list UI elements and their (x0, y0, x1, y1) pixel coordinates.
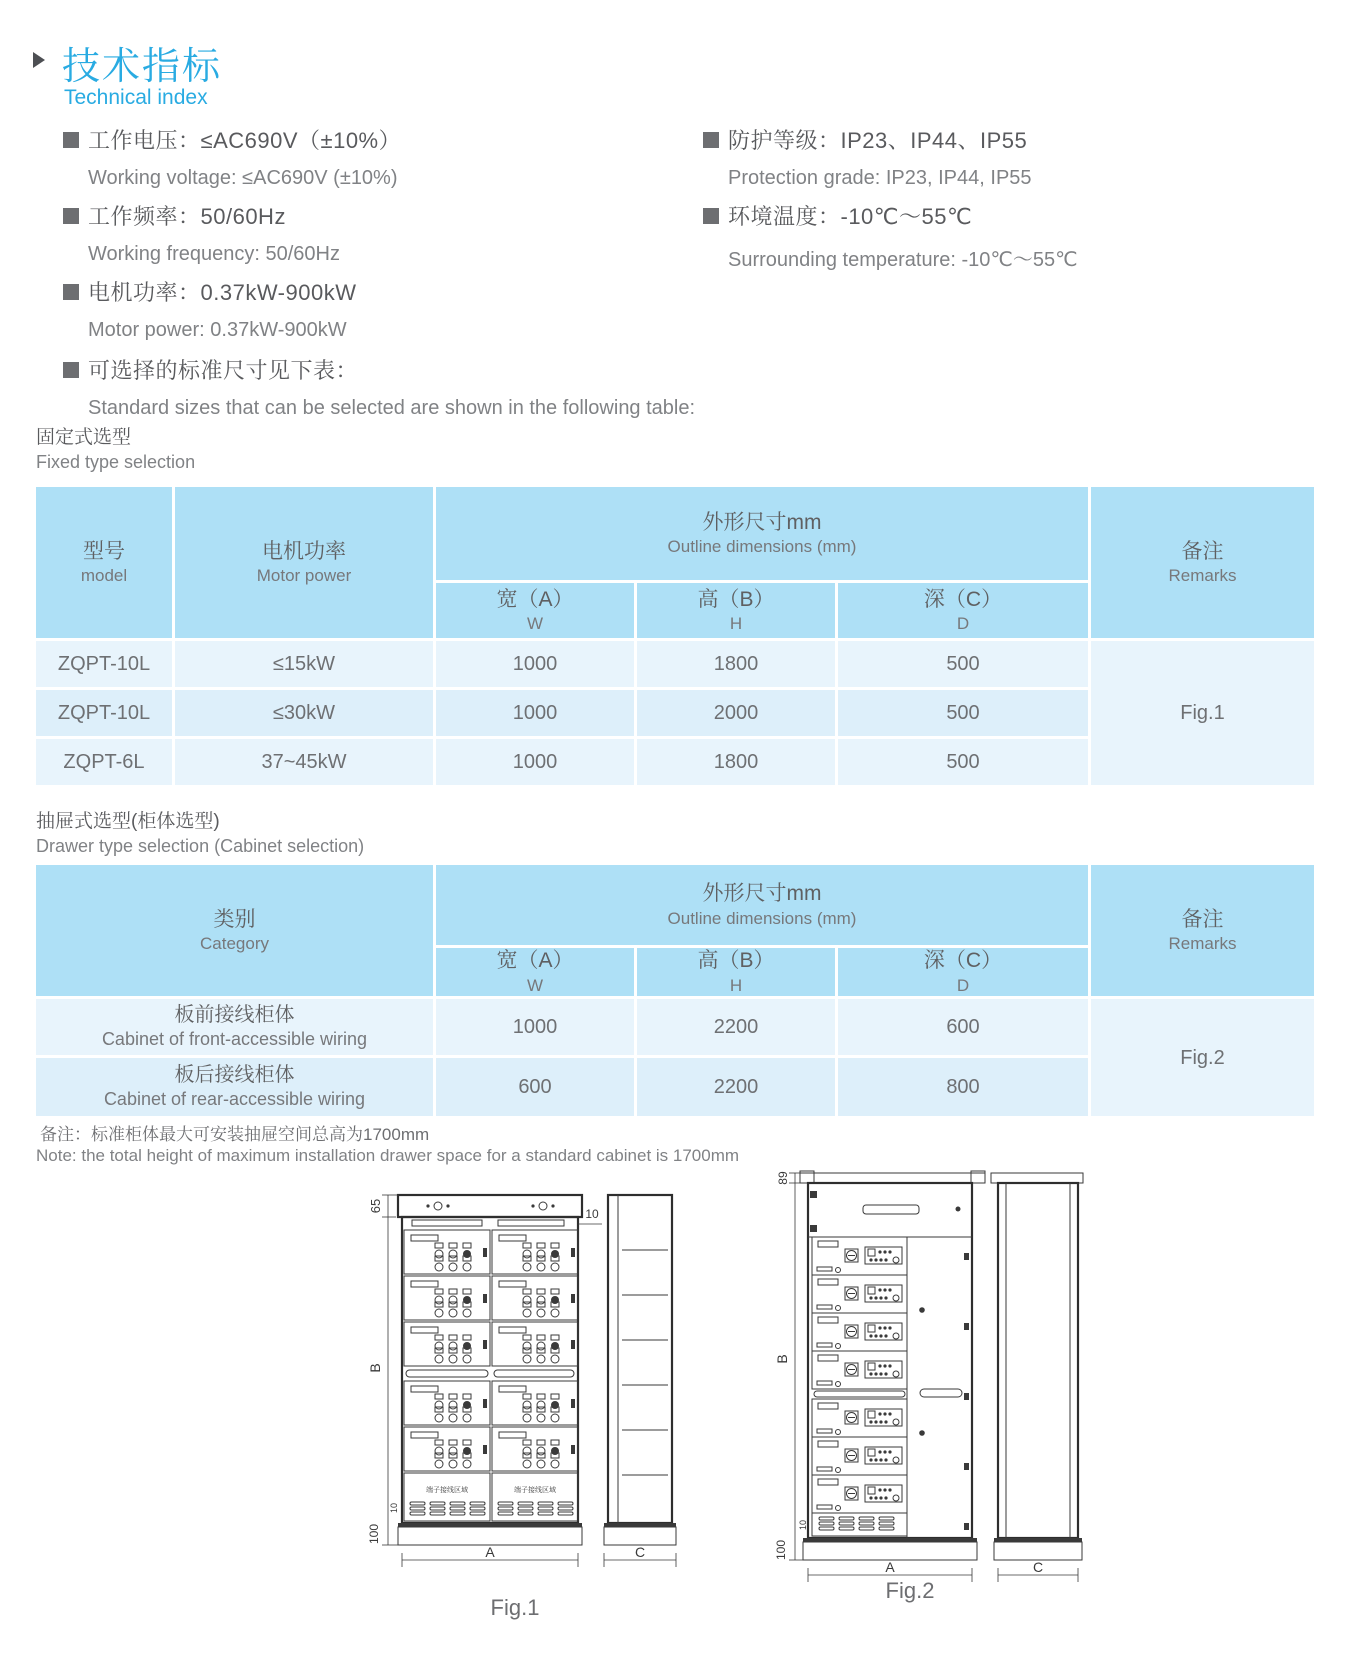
page-subtitle: Technical index (64, 86, 208, 109)
t1-header-power: 电机功率 Motor power (175, 487, 433, 638)
fig2-dim-vent: 10 (798, 1519, 808, 1531)
t2-remark-cell: Fig.2 (1091, 999, 1314, 1116)
drawer-type-table (36, 865, 1314, 1116)
t1-header-remarks: 备注 Remarks (1091, 487, 1314, 638)
table-cell: 1000 (436, 999, 634, 1055)
t2-header-depth: 深（C） D (838, 948, 1088, 996)
table-cell: 2200 (637, 999, 835, 1055)
table-cell: 1000 (436, 739, 634, 785)
table-cell: 2000 (637, 690, 835, 736)
table-cell: 500 (838, 739, 1088, 785)
bullet-square-icon (703, 208, 719, 224)
fig1-dim-top: 65 (368, 1198, 383, 1214)
spec-item-surrounding-temperature: 环境温度：-10℃～55℃ Surrounding temperature: -10℃～55℃ (703, 200, 1323, 272)
t2-header-remarks: 备注 Remarks (1091, 865, 1314, 996)
fixed-type-table (36, 487, 1314, 785)
fig1-drawing (340, 1140, 690, 1590)
page-title: 技术指标 (62, 46, 223, 88)
bullet-square-icon (63, 132, 79, 148)
fig2-dim-base: 100 (774, 1539, 788, 1561)
table-cell: 板后接线柜体 Cabinet of rear-accessible wiring (36, 1058, 433, 1116)
note-en: Note: the total height of maximum installation drawer space for a standard cabinet is 1700mm (36, 1146, 740, 1165)
drawer-table-section-title-cn: 抽屉式选型(柜体选型) (36, 811, 220, 832)
spec-item-motor-power: 电机功率：0.37kW-900kW Motor power: 0.37kW-900kW (63, 276, 663, 342)
fig1-terminal-area-label: 端子接线区域 (514, 1487, 556, 1494)
bullet-square-icon (63, 362, 79, 378)
fig1-dim-base: 100 (367, 1523, 381, 1545)
table-cell: 37~45kW (175, 739, 433, 785)
fig2-dim-width: A (885, 1559, 895, 1575)
spec-item-standard-sizes: 可选择的标准尺寸见下表： Standard sizes that can be selected are shown in the following table: (63, 354, 723, 420)
table-cell: ≤30kW (175, 690, 433, 736)
fig1-dim-vent: 10 (389, 1502, 399, 1514)
fig2-dim-depth: C (1032, 1559, 1044, 1575)
spec-item-working-voltage: 工作电压：≤AC690V（±10%） Working voltage: ≤AC690V (±10%) (63, 124, 663, 190)
fig1-caption: Fig.1 (490, 1595, 540, 1620)
drawer-table-section-title-en: Drawer type selection (Cabinet selection) (36, 836, 365, 856)
fig2-dim-height: B (774, 1354, 790, 1364)
table-cell: 1000 (436, 690, 634, 736)
table-cell: 1000 (436, 641, 634, 687)
table-cell: 1800 (637, 739, 835, 785)
fixed-table-section-title-cn: 固定式选型 (36, 427, 132, 448)
t1-header-width: 宽（A） W (436, 583, 634, 638)
t1-header-depth: 深（C） D (838, 583, 1088, 638)
table-cell: 板前接线柜体 Cabinet of front-accessible wiring (36, 999, 433, 1055)
fixed-table-section-title-en: Fixed type selection (36, 452, 196, 472)
fig1-dim-height: B (367, 1363, 383, 1373)
spec-item-working-frequency: 工作频率：50/60Hz Working frequency: 50/60Hz (63, 200, 663, 266)
fig2-dim-top: 89 (776, 1171, 790, 1185)
table-cell: ≤15kW (175, 641, 433, 687)
t2-header-outline: 外形尺寸mm Outline dimensions (mm) (436, 865, 1088, 945)
table-cell: 500 (838, 641, 1088, 687)
table-cell: 1800 (637, 641, 835, 687)
table-cell: 600 (838, 999, 1088, 1055)
t2-header-width: 宽（A） W (436, 948, 634, 996)
fig2-caption: Fig.2 (885, 1578, 935, 1603)
t1-header-outline: 外形尺寸mm Outline dimensions (mm) (436, 487, 1088, 580)
table-cell: ZQPT-6L (36, 739, 172, 785)
table-cell: 600 (436, 1058, 634, 1116)
t2-header-category: 类别 Category (36, 865, 433, 996)
table-cell: ZQPT-10L (36, 641, 172, 687)
fig1-terminal-area-label: 端子接线区域 (426, 1487, 468, 1494)
t1-remark-cell: Fig.1 (1091, 641, 1314, 785)
t2-header-height: 高（B） H (637, 948, 835, 996)
fig2-drawing (715, 1095, 1105, 1595)
table-cell: ZQPT-10L (36, 690, 172, 736)
spec-item-protection-grade: 防护等级：IP23、IP44、IP55 Protection grade: IP23, IP44, IP55 (703, 124, 1323, 190)
table-cell: 500 (838, 690, 1088, 736)
section-marker-icon (33, 52, 45, 68)
note-cn: 备注：标准柜体最大可安装抽屉空间总高为1700mm (40, 1125, 430, 1144)
bullet-square-icon (63, 284, 79, 300)
fig1-dim-depth: C (634, 1544, 646, 1560)
bullet-square-icon (63, 208, 79, 224)
table-cell: 800 (838, 1058, 1088, 1116)
t1-header-model: 型号 model (36, 487, 172, 638)
t1-header-height: 高（B） H (637, 583, 835, 638)
table-cell: 2200 (637, 1058, 835, 1116)
bullet-square-icon (703, 132, 719, 148)
fig1-dim-width: A (485, 1544, 495, 1560)
fig1-dim-slot: 10 (585, 1207, 599, 1221)
